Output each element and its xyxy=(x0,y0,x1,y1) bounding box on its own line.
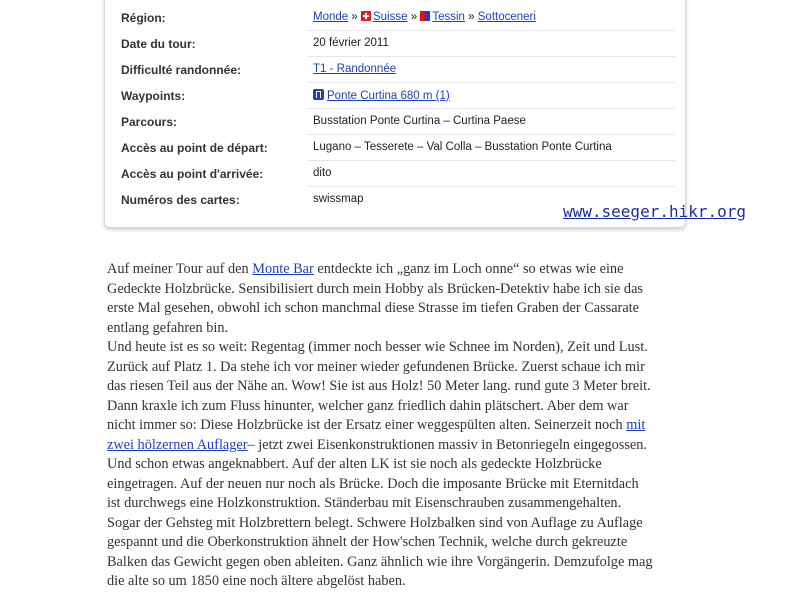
text-line: Balken das Gewicht gegen oben ableiten. Ganz ähnlich wie ihre Vorgängerin. Demzufolge mag xyxy=(107,553,653,570)
text-line: Und heute ist es so weit: Regentag (immer noch besser wie Schnee im Norden), Zeit und Lust. xyxy=(107,339,648,355)
text-line: Sogar der Gehsteg mit Holzbrettern belegt. Schwere Holzbalken sind von Auflage zu Auflage xyxy=(107,514,643,531)
row-waypoints xyxy=(105,83,685,109)
article-body xyxy=(107,260,682,592)
difficulty-value xyxy=(313,63,396,75)
breadcrumb-separator: » xyxy=(410,11,418,23)
access-end-value: dito xyxy=(313,167,332,179)
auflager-link-part2[interactable]: zwei hölzernen Auflager xyxy=(107,436,248,453)
access-start-value: Lugano – Tesserete – Val Colla – Busstation Ponte Curtina xyxy=(313,141,612,153)
region-link-country[interactable]: Suisse xyxy=(372,11,408,23)
row-difficulty xyxy=(105,57,685,83)
text-line: gespannt und die Oberkonstruktion ähnelt der How'schen Technik, welche durch gekreuzte xyxy=(107,534,628,550)
text-line: eingetragen. Auf der neuen nur noch als Brücke. Doch die imposante Brücke mit Eternitdach xyxy=(107,475,639,492)
region-label: Région: xyxy=(121,11,166,25)
tour-info-table xyxy=(104,0,686,228)
text-line: ist durchwegs eine Holzkonstruktion. Ständerbau mit Eisenschrauben zusammengehalten. xyxy=(107,495,622,511)
text-line: Und schon etwas angeknabbert. Auf der alten LK ist sie noch als gedeckte Holzbrücke xyxy=(107,456,602,472)
swiss-flag-icon xyxy=(361,11,371,21)
article-paragraph xyxy=(107,260,682,338)
access-end-label: Accès au point d'arrivée: xyxy=(121,167,264,181)
text-line: Gedeckte Holzbrücke. Sensibilisiert durch mein Hobby als Brücken-Detektiv habe ich sie das xyxy=(107,280,643,297)
route-value: Busstation Ponte Curtina – Curtina Paese xyxy=(313,115,526,127)
waypoints-value xyxy=(313,89,450,102)
text-line: erste Mal gesehen, obwohl ich schon manchmal diese Strasse im tiefen Graben der Cassarate xyxy=(107,300,639,316)
monte-bar-link[interactable]: Monte Bar xyxy=(252,261,314,277)
breadcrumb-separator: » xyxy=(351,11,358,23)
auflager-link-part1[interactable]: mit xyxy=(626,417,646,433)
date-label: Date du tour: xyxy=(121,37,196,51)
maps-value: swissmap xyxy=(313,193,364,205)
ticino-flag-icon xyxy=(420,11,430,21)
difficulty-link[interactable]: T1 - Randonnée xyxy=(313,63,397,75)
row-access-start xyxy=(105,135,685,161)
text-fragment: – jetzt zwei Eisenkonstruktionen massiv in Betonriegeln eingegossen. xyxy=(247,436,647,453)
row-route xyxy=(105,109,685,135)
route-label: Parcours: xyxy=(121,115,178,129)
text-line: die alte so um 1850 eine noch ältere abgelöst haben. xyxy=(107,573,406,589)
text-line: Dann kraxle ich zum Fluss hinunter, welcher ganz friedlich dahin plätschert. Aber dem war xyxy=(107,397,629,414)
row-access-end xyxy=(105,161,685,187)
row-date xyxy=(105,31,685,57)
text-line xyxy=(107,260,682,280)
access-start-label: Accès au point de départ: xyxy=(121,141,268,155)
difficulty-label: Difficulté randonnée: xyxy=(121,63,242,77)
text-fragment: nicht immer so: Diese Holzbrücke ist der Ersatz einer weggespülten alten. Seinerzeit noch xyxy=(107,417,627,433)
text-line xyxy=(107,416,682,436)
row-region xyxy=(105,5,685,31)
breadcrumb-separator: » xyxy=(468,11,475,23)
mountain-pass-icon xyxy=(313,89,324,100)
waypoints-label: Waypoints: xyxy=(121,89,186,103)
text-fragment: Auf meiner Tour auf den xyxy=(107,261,253,277)
text-line: Zurück auf Platz 1. Da stehe ich vor meiner wieder gefundenen Brücke. Zuerst schaue ich mir xyxy=(107,358,645,375)
maps-label: Numéros des cartes: xyxy=(121,193,240,207)
article-paragraph xyxy=(107,338,682,592)
text-fragment: entdeckte ich „ganz im Loch onne“ so etwas wie eine xyxy=(313,261,624,277)
region-breadcrumb xyxy=(313,11,536,23)
text-line: entlang gefahren bin. xyxy=(107,319,229,336)
region-link-world[interactable]: Monde xyxy=(313,11,349,23)
date-value: 20 février 2011 xyxy=(313,37,389,49)
region-link-canton[interactable]: Tessin xyxy=(432,11,465,23)
watermark-url: www.seeger.hikr.org xyxy=(563,202,747,221)
text-line: das riesen Teil aus der Nähe an. Wow! Sie ist aus Holz! 50 Meter lang. rund gute 3 Meter breit. xyxy=(107,378,651,394)
waypoint-link[interactable]: Ponte Curtina 680 m (1) xyxy=(327,90,450,102)
region-link-area[interactable]: Sottoceneri xyxy=(477,11,536,23)
text-line xyxy=(107,436,682,456)
